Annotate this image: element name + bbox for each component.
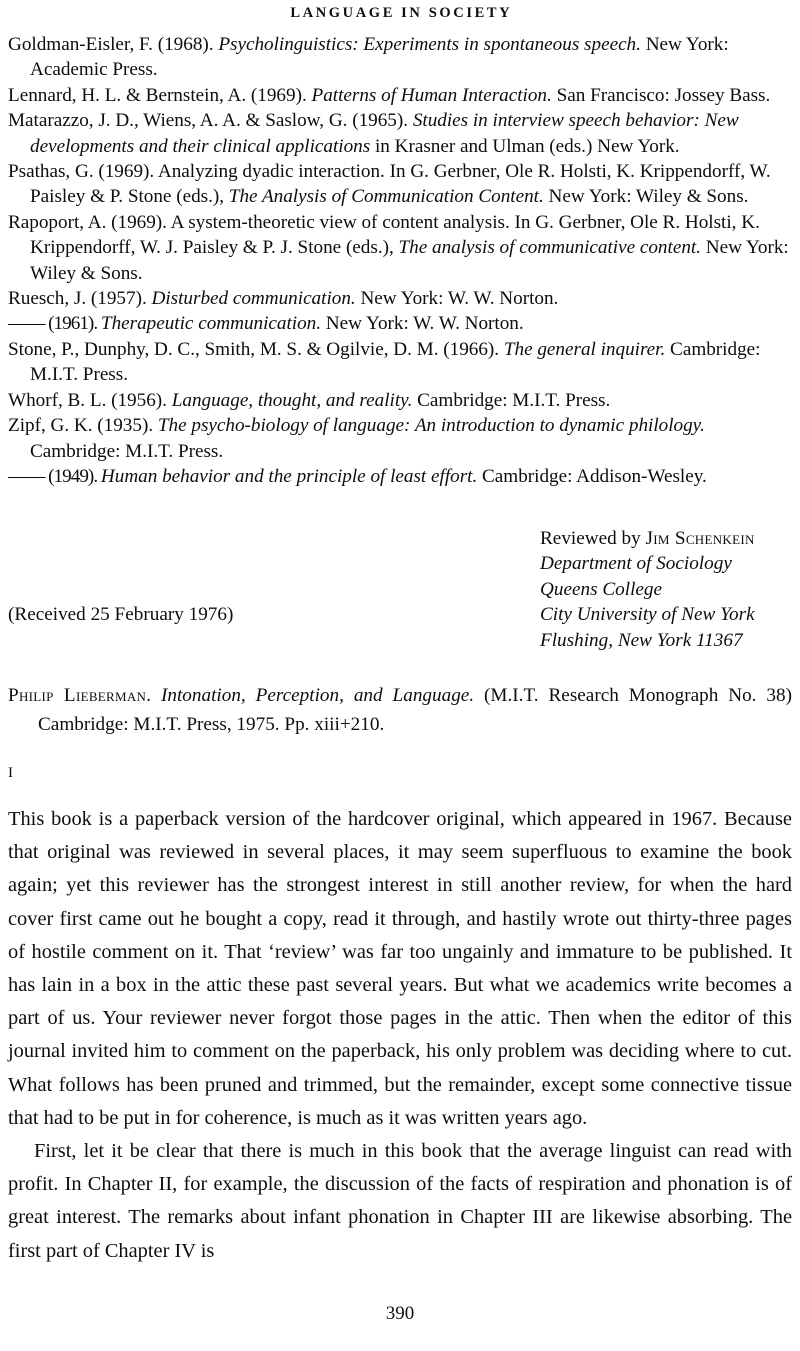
reference-text-segment: New York: Academic Press.	[30, 34, 729, 81]
reference-text-segment: Cambridge: M.I.T. Press.	[30, 440, 224, 462]
reference-entry-lennard-bernstein	[8, 83, 792, 108]
reference-text-segment: New York: W. W. Norton.	[355, 288, 559, 310]
reference-entry-goldman-eisler	[8, 32, 792, 83]
reference-list	[8, 32, 792, 489]
reviewed-book-heading	[8, 681, 792, 739]
reference-text-segment: Stone, P., Dunphy, D. C., Smith, M. S. & Ogilvie, D. M. (1966).	[8, 338, 504, 360]
reference-text-segment: in Krasner and Ulman (eds.) New York.	[370, 135, 680, 157]
review-body	[8, 803, 792, 1268]
reference-entry-psathas	[8, 159, 792, 210]
book-author: Philip Lieberman	[8, 685, 147, 706]
reference-entry-matarazzo	[8, 108, 792, 159]
reviewed-by-prefix: Reviewed by	[540, 528, 646, 549]
reference-text-segment: Ruesch, J. (1957).	[8, 288, 152, 310]
reviewer-address-city: Flushing, New York 11367	[540, 629, 743, 651]
reviewer-signature-block	[540, 526, 755, 653]
reference-text-segment: The general inquirer.	[503, 338, 666, 360]
reference-entry-ruesch-1961	[8, 311, 792, 336]
reference-text-segment: Zipf, G. K. (1935).	[8, 415, 158, 437]
reference-text-segment: Patterns of Human Interaction.	[311, 84, 552, 106]
para-1: This book is a paperback version of the hardcover original, which appeared in 1967. Because that original was reviewed in several places, it may seem superfluous to examine the book again; yet this reviewer has the strongest interest in still another review, for when the hard cover first came out he bought a copy, read it through, and hastily wrote out thirty-three pages of hostile comment on it. That ‘review’ was far too ungainly and immature to be published. It has lain in a box in the attic these past several years. But what we academics write becomes a part of us. Your reviewer never forgot those pages in the attic. Then when the editor of this journal invited him to comment on the paperback, his only problem was deciding where to cut. What follows has been pruned and trimmed, but the remainder, except some connective tissue that had to be put in for coherence, is much as it was written years ago.	[8, 808, 792, 1129]
reference-text-segment: Psycholinguistics: Experiments in spontaneous speech.	[218, 34, 641, 55]
reviewer-address-department: Department of Sociology	[540, 553, 732, 575]
reference-text-segment: Rapoport, A. (1969). A system-theoretic view of content analysis. In G. Gerbner, Ole R. Holsti, K. Krippendorff, W. J. Paisley & P. J. Stone (eds.),	[8, 211, 760, 259]
section-marker: I	[8, 765, 14, 781]
reference-text-segment: Language, thought, and reality.	[171, 389, 413, 411]
reference-text-segment: Lennard, H. L. & Bernstein, A. (1969).	[8, 84, 312, 106]
page-number: 390	[385, 1303, 415, 1324]
reference-text-segment: Matarazzo, J. D., Wiens, A. A. & Saslow, G. (1965).	[8, 110, 413, 132]
reviewer-address-university: City University of New York	[540, 604, 755, 626]
reference-text-segment: —— (1961).	[8, 313, 101, 335]
reference-text-segment: —— (1949).	[8, 465, 101, 487]
reference-text-segment: Psathas, G. (1969). Analyzing dyadic interaction. In G. Gerbner, Ole R. Holsti, K. Krippendorff, W. Paisley & P. Stone (eds.),	[8, 161, 771, 208]
reference-entry-zipf-1935	[8, 413, 792, 464]
reviewer-name: Jim Schenkein	[645, 528, 755, 549]
running-head: LANGUAGE IN SOCIETY	[290, 5, 513, 21]
reference-entry-whorf	[8, 388, 792, 413]
reviewed-by-line	[540, 526, 755, 551]
reference-entry-rapoport	[8, 210, 792, 286]
reference-text-segment: Goldman-Eisler, F. (1968).	[8, 34, 219, 55]
reference-text-segment: The psycho-biology of language: An introduction to dynamic philology.	[157, 415, 705, 437]
reference-text-segment: Whorf, B. L. (1956).	[8, 389, 172, 411]
book-title: Intonation, Perception, and Language.	[160, 685, 475, 706]
reference-text-segment: Human behavior and the principle of least effort.	[100, 465, 478, 487]
book-publication-info: (M.I.T. Research Monograph No. 38) Cambridge: M.I.T. Press, 1975. Pp. xiii+210.	[38, 685, 792, 735]
reviewer-address-college: Queens College	[540, 578, 663, 600]
reference-text-segment: The analysis of communicative content.	[398, 237, 701, 259]
reference-text-segment: Therapeutic communication.	[100, 313, 322, 335]
reference-text-segment: Studies in interview speech behavior: New developments and their clinical applications	[30, 110, 739, 157]
reference-entry-stone	[8, 337, 792, 388]
reference-text-segment: Disturbed communication.	[151, 288, 356, 310]
journal-page	[0, 3, 800, 1351]
reference-text-segment: New York: Wiley & Sons.	[30, 237, 789, 284]
reference-text-segment: Cambridge: Addison-Wesley.	[477, 465, 707, 487]
reference-entry-ruesch-1957	[8, 286, 792, 311]
reference-text-segment: San Francisco: Jossey Bass.	[551, 84, 771, 106]
reference-text-segment: New York: Wiley & Sons.	[543, 186, 749, 208]
reference-text-segment: Cambridge: M.I.T. Press.	[30, 338, 761, 386]
book-heading-separator: .	[146, 685, 161, 706]
reference-entry-zipf-1949	[8, 464, 792, 489]
reference-text-segment: New York: W. W. Norton.	[321, 313, 524, 335]
reference-text-segment: Cambridge: M.I.T. Press.	[412, 389, 611, 411]
reference-text-segment: The Analysis of Communication Content.	[228, 186, 544, 208]
received-date-line: (Received 25 February 1976)	[8, 604, 234, 625]
para-2: First, let it be clear that there is much in this book that the average linguist can read with profit. In Chapter II, for example, the discussion of the facts of respiration and phonation is of great interest. The remarks about infant phonation in Chapter III are likewise absorbing. The first part of Chapter IV is	[8, 1140, 792, 1262]
